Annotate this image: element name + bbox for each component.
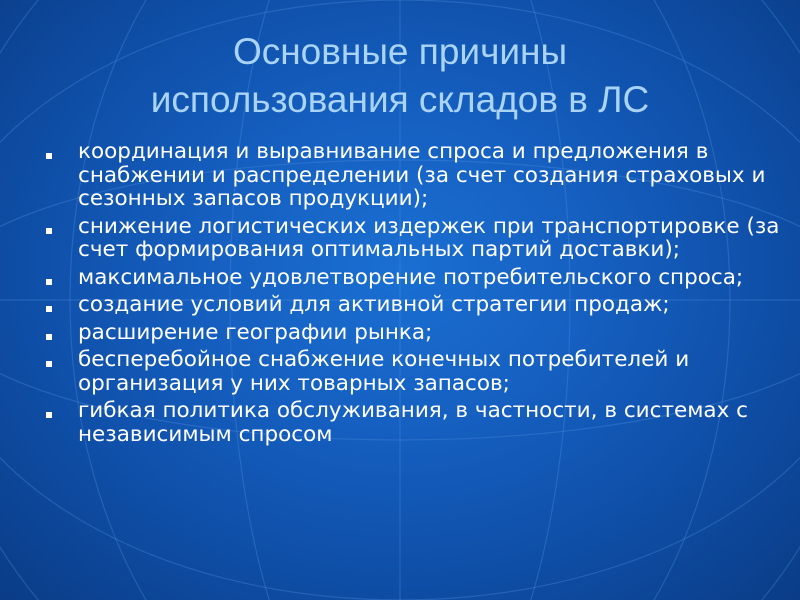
bullet-text: гибкая политика обслуживания, в частности, в системах с независимым спросом xyxy=(78,398,748,447)
bullet-item xyxy=(44,321,784,345)
slide-title-line: Основные причины xyxy=(232,31,568,72)
slide-title xyxy=(0,28,800,124)
bullet-text: координация и выравнивание спроса и предложения в снабжении и распределении (за счет создания страховых и сезонных запасов продукции); xyxy=(78,139,766,211)
bullet-item xyxy=(44,348,784,395)
slide-title-line: использования складов в ЛС xyxy=(150,79,650,120)
bullet-list xyxy=(44,140,784,450)
square-bullet-icon xyxy=(46,334,52,340)
bullet-text: снижение логистических издержек при транспортировке (за счет формирования оптимальных партий доставки); xyxy=(78,213,780,262)
bullet-item xyxy=(44,140,784,211)
bullet-item xyxy=(44,399,784,446)
bullet-item xyxy=(44,293,784,317)
square-bullet-icon xyxy=(46,361,52,367)
square-bullet-icon xyxy=(46,228,52,234)
square-bullet-icon xyxy=(46,279,52,285)
square-bullet-icon xyxy=(46,306,52,312)
square-bullet-icon xyxy=(46,153,52,159)
bullet-item xyxy=(44,215,784,262)
bullet-text: расширение географии рынка; xyxy=(78,319,433,345)
bullet-text: максимальное удовлетворение потребительского спроса; xyxy=(78,264,744,290)
bullet-text: создание условий для активной стратегии продаж; xyxy=(78,292,670,317)
bullet-text: бесперебойное снабжение конечных потребителей и организация у них товарных запасов; xyxy=(78,347,690,396)
bullet-item xyxy=(44,266,784,290)
square-bullet-icon xyxy=(46,412,52,418)
